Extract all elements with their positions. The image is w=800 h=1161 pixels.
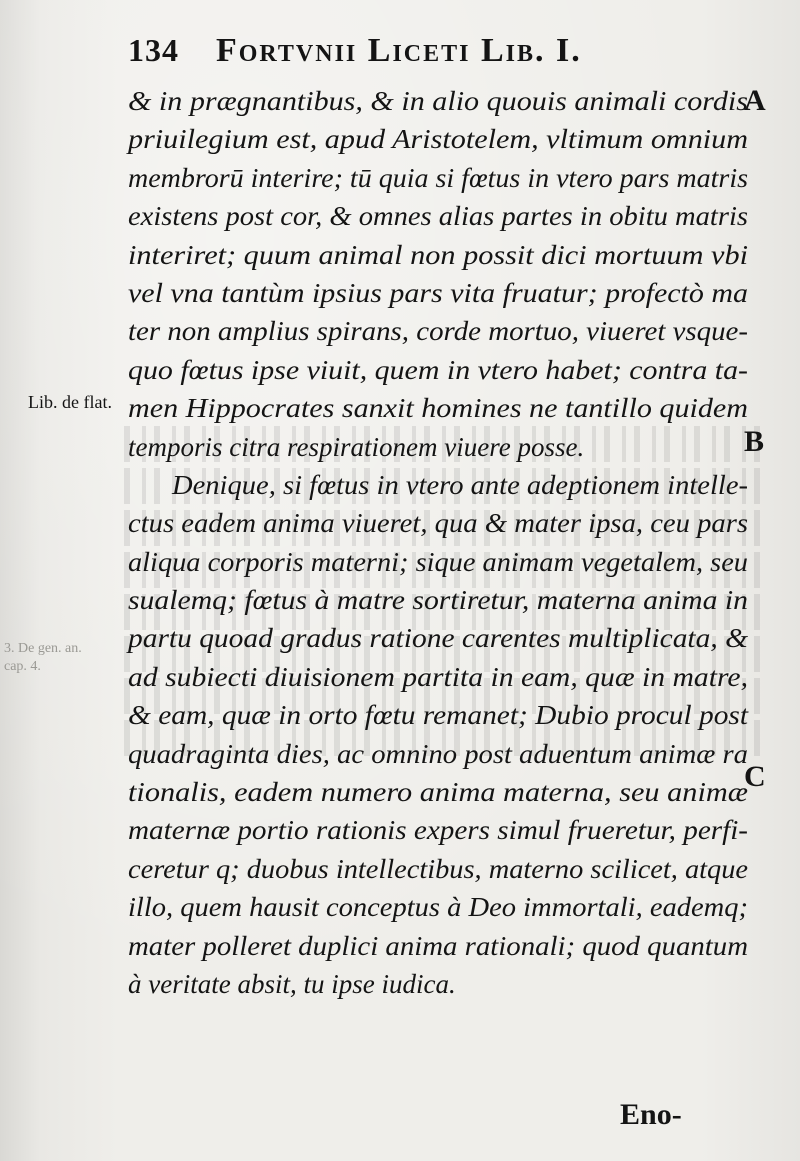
body-text: [128, 82, 748, 1003]
running-head: Fortvnii Liceti Lib. I.: [216, 32, 582, 69]
text-line: ctus eadem anima viueret, qua & mater ipsa, ceu pars: [128, 508, 749, 539]
margin-marker-b: B: [744, 425, 765, 458]
text-line: existens post cor, & omnes alias partes in obitu matris: [128, 201, 748, 232]
margin-marker-c: C: [744, 760, 766, 793]
faded-side-note-line: 3. De gen. an.: [4, 641, 82, 656]
text-line: à veritate absit, tu ipse iudica.: [128, 968, 456, 999]
text-line: interiret; quum animal non possit dici mortuum vbi: [128, 239, 749, 270]
text-line: quadraginta dies, ac omnino post aduentum animæ ra: [128, 738, 748, 769]
page-header: [128, 28, 748, 78]
text-line: illo, quem hausit conceptus à Deo immortali, eademq;: [128, 892, 748, 923]
side-note: Lib. de flat.: [28, 392, 112, 412]
text-line: tionalis, eadem numero anima materna, seu animæ: [128, 777, 748, 808]
text-line: maternæ portio rationis expers simul frueretur, perfi-: [128, 815, 749, 846]
text-line: priuilegium est, apud Aristotelem, vltimum omnium: [128, 124, 749, 155]
text-line: ceretur q; duobus intellectibus, materno scilicet, atque: [128, 853, 749, 884]
text-line: aliqua corporis materni; sique animam vegetalem, seu: [128, 546, 748, 577]
text-line: partu quoad gradus ratione carentes multiplicata, &: [128, 623, 749, 654]
catchword: Eno-: [620, 1098, 682, 1131]
page-number: 134: [128, 32, 179, 68]
text-line: mater polleret duplici anima rationali; quod quantum: [128, 930, 749, 961]
faded-side-note-line: cap. 4.: [4, 659, 41, 674]
text-line: vel vna tantùm ipsius pars vita fruatur; profectò ma: [128, 277, 749, 308]
text-line: temporis citra respirationem viuere posse.: [128, 431, 585, 462]
text-line: quo fœtus ipse viuit, quem in vtero habet; contra ta-: [128, 354, 749, 385]
text-line: men Hippocrates sanxit homines ne tantillo quidem: [128, 393, 748, 424]
faded-side-note: [4, 640, 82, 676]
margin-marker-a: A: [744, 84, 766, 117]
text-line: sualemq; fœtus à matre sortiretur, materna anima in: [128, 585, 748, 616]
text-line: & eam, quæ in orto fœtu remanet; Dubio procul post: [128, 700, 748, 731]
paragraph-start-line: Denique, si fœtus in vtero ante adeptionem intelle-: [172, 469, 749, 500]
text-line: ad subiecti diuisionem partita in eam, quæ in matre,: [128, 661, 749, 692]
text-line: membrorū interire; tū quia si fœtus in vtero pars matris: [128, 162, 749, 193]
text-line: & in prægnantibus, & in alio quouis animali cordis: [128, 86, 748, 116]
text-line: ter non amplius spirans, corde mortuo, viueret vsque-: [128, 316, 749, 347]
